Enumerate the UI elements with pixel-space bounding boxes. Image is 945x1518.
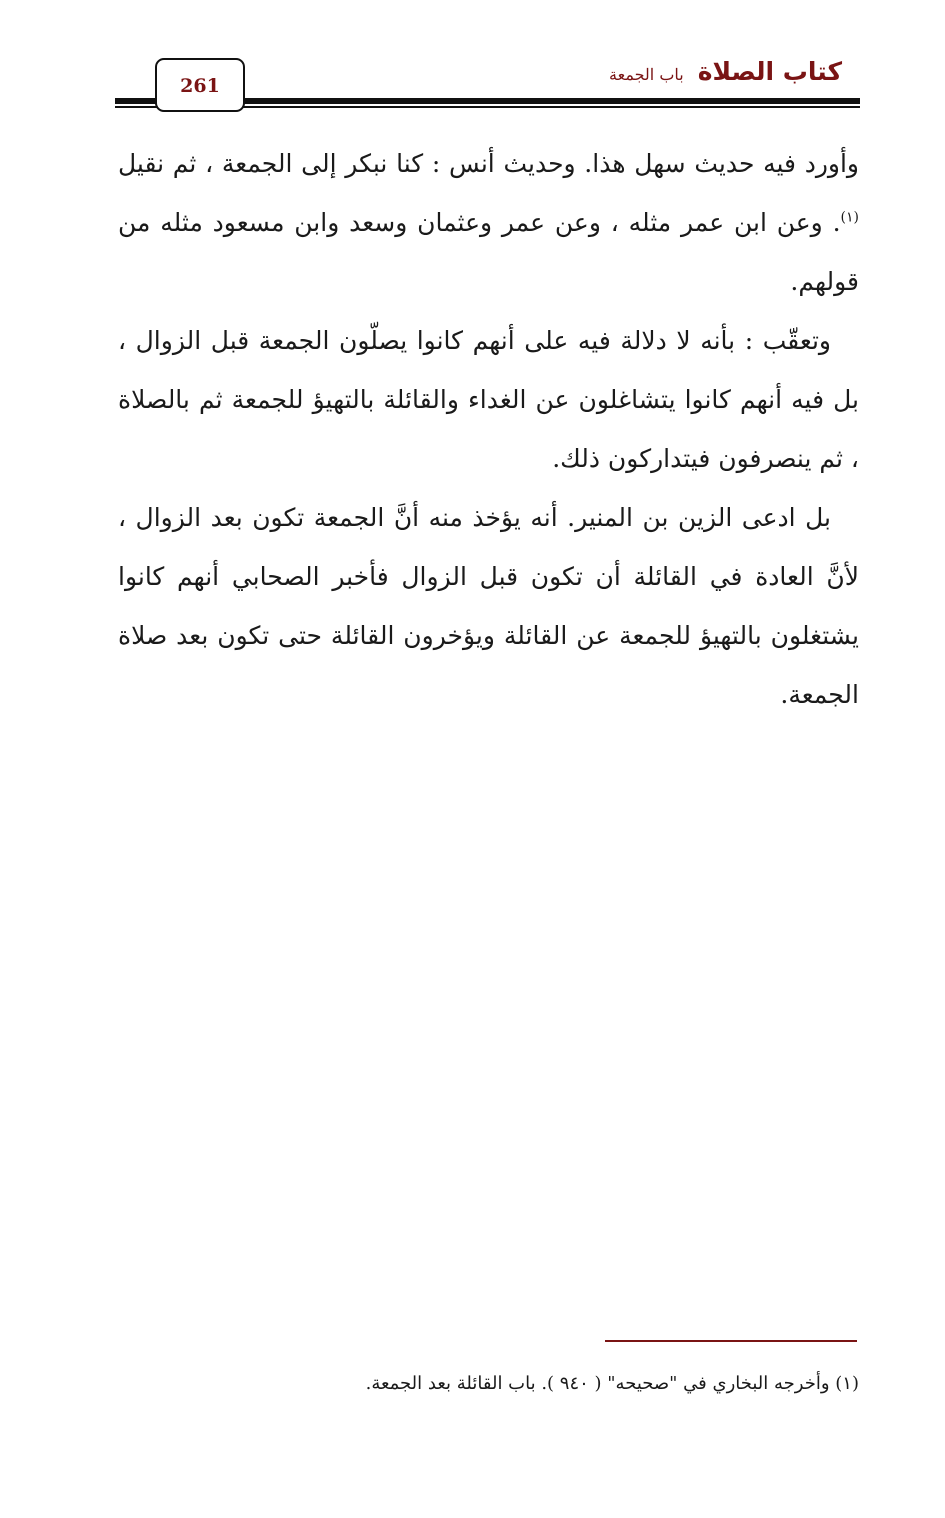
paragraph-1-continuation: . وعن ابن عمر مثله ، وعن عمر وعثمان وسعد وابن مسعود مثله من قولهم. (118, 208, 859, 296)
paragraph-1-text: وأورد فيه حديث سهل هذا. وحديث أنس : كنا نبكر إلى الجمعة ، ثم نقيل (118, 149, 859, 178)
main-text (118, 134, 859, 724)
footnote-reference: (١) (840, 209, 859, 226)
page-header (0, 0, 945, 120)
page-number: 261 (155, 58, 245, 112)
footnote-1: (١) وأخرجه البخاري في "صحيحه" ( ٩٤٠ ). باب القائلة بعد الجمعة. (365, 1373, 859, 1394)
book-title: كتاب الصلاة (697, 57, 842, 86)
paragraph-2: وتعقّب : بأنه لا دلالة فيه على أنهم كانوا يصلّون الجمعة قبل الزوال ، بل فيه أنهم كانوا يتشاغلون عن الغداء والقائلة بالتهيؤ للجمعة ثم بالصلاة ، ثم ينصرفون فيتداركون ذلك. (118, 326, 859, 473)
paragraph-3: بل ادعى الزين بن المنير. أنه يؤخذ منه أنَّ الجمعة تكون بعد الزوال ، لأنَّ العادة في القائلة أن تكون قبل الزوال فأخبر الصحابي أنهم كانوا يشتغلون بالتهيؤ للجمعة عن القائلة ويؤخرون القائلة حتى تكون بعد صلاة الجمعة. (118, 503, 859, 709)
running-title (609, 52, 842, 95)
footnote-separator (605, 1340, 857, 1342)
chapter-title: باب الجمعة (609, 65, 684, 84)
paragraph-1 (118, 134, 859, 311)
